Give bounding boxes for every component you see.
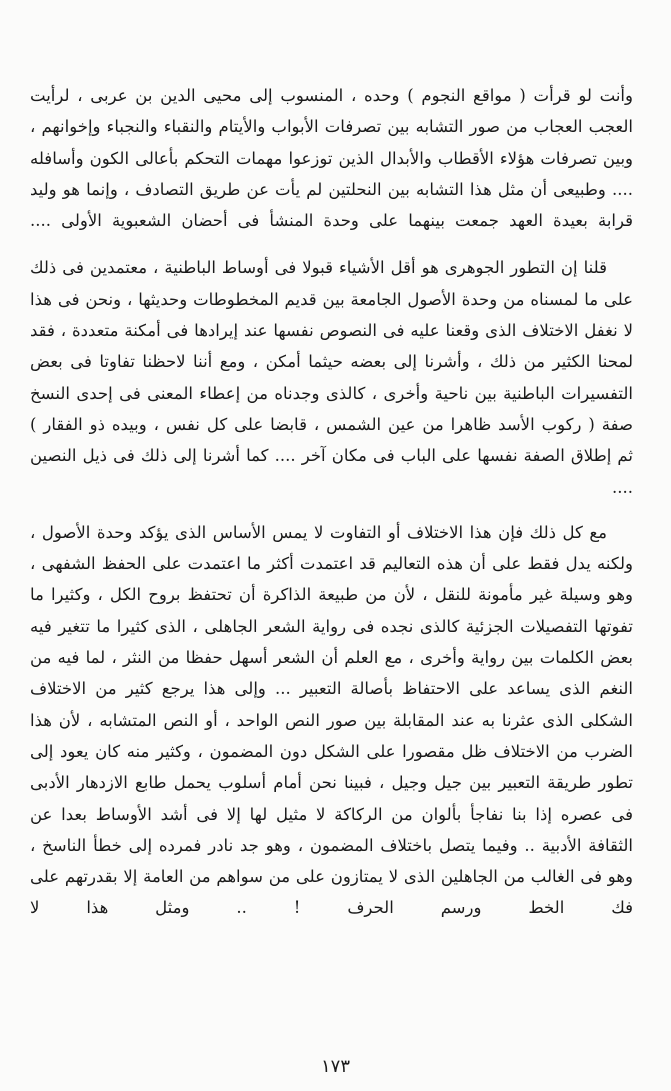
- paragraph-1: وأنت لو قرأت ( مواقع النجوم ) وحده ، المنسوب إلى محيى الدين بن عربى ، لرأيت العجب العجاب من صور التشابه بين تصرفات الأبواب والأيتام والنقباء والنجباء وإخوانهم ، وبين تصرفات هؤلاء الأقطاب والأبدال الذين توزعوا مهمات التحكم بأعالى الكون وأسافله .... وطبيعى أن مثل هذا التشابه بين النحلتين لم يأت عن طريق التصادف ، وإنما هو وليد قرابة بعيدة العهد جمعت بينهما على وحدة المنشأ فى أحضان الشعبوية الأولى ....: [30, 86, 633, 231]
- paragraph-3: مع كل ذلك فإن هذا الاختلاف أو التفاوت لا يمس الأساس الذى يؤكد وحدة الأصول ، ولكنه يدل فقط على أن هذه التعاليم قد اعتمدت أكثر ما اعتمدت على الحفظ الشفهى ، وهو وسيلة غير مأمونة للنقل ، لأن من طبيعة الذاكرة أن تحتفظ بروح الكل ، وكثيرا ما تفوتها التفصيلات الجزئية كالذى نجده فى رواية الشعر الجاهلى ، الذى كثيرا ما تتغير فيه بعض الكلمات بين رواية وأخرى ، مع العلم أن الشعر أسهل حفظا من النثر ، لما فيه من النغم الذى يساعد على الاحتفاظ بأصالة التعبير ... وإلى هذا يرجع كثير من الاختلاف الشكلى الذى عثرنا به عند المقابلة بين صور النص الواحد ، أو النص المتشابه ، لأن هذا الضرب من الاختلاف ظل مقصورا على الشكل دون المضمون ، وكثير منه كان يعود إلى تطور طريقة التعبير بين جيل وجيل ، فبينا نحن أمام أسلوب يحمل طابع الازدهار الأدبى فى عصره إذا بنا نفاجأ بألوان من الركاكة لا مثيل لها إلا فى أشد الأوساط بعدا عن الثقافة الأدبية .. وفيما يتصل باختلاف المضمون ، وهو جد نادر فمرده إلى خطأ الناسخ ، وهو فى الغالب من الجاهلين الذى لا يمتازون على من سواهم من العامة إلا بقدرتهم على فك الخط ورسم الحرف ! .. ومثل هذا لا: [30, 522, 633, 918]
- paragraph-2: قلنا إن التطور الجوهرى هو أقل الأشياء قبولا فى أوساط الباطنية ، معتمدين فى ذلك على ما لمسناه من وحدة الأصول الجامعة بين قديم المخطوطات وحديثها ، ونحن فى هذا لا نغفل الاختلاف الذى وقعنا عليه فى النصوص نفسها عند إيرادها فى أمكنة متعددة ، فقد لمحنا الكثير من ذلك ، وأشرنا إلى بعضه حيثما أمكن ، ومع أننا لاحظنا تفاوتا فى بعض التفسيرات الباطنية بين ناحية وأخرى ، كالذى وجدناه من إعطاء المعنى فى إحدى النسخ صفة ( ركوب الأسد ظاهرا من عين الشمس ، قابضا على كل نفس ، وبيده ذو الفقار ) ثم إطلاق الصفة نفسها على الباب فى مكان آخر .... كما أشرنا إلى ذلك فى ذيل النصين ....: [30, 258, 633, 497]
- page-number: ١٧٣: [320, 1056, 350, 1077]
- body-text: [30, 80, 633, 924]
